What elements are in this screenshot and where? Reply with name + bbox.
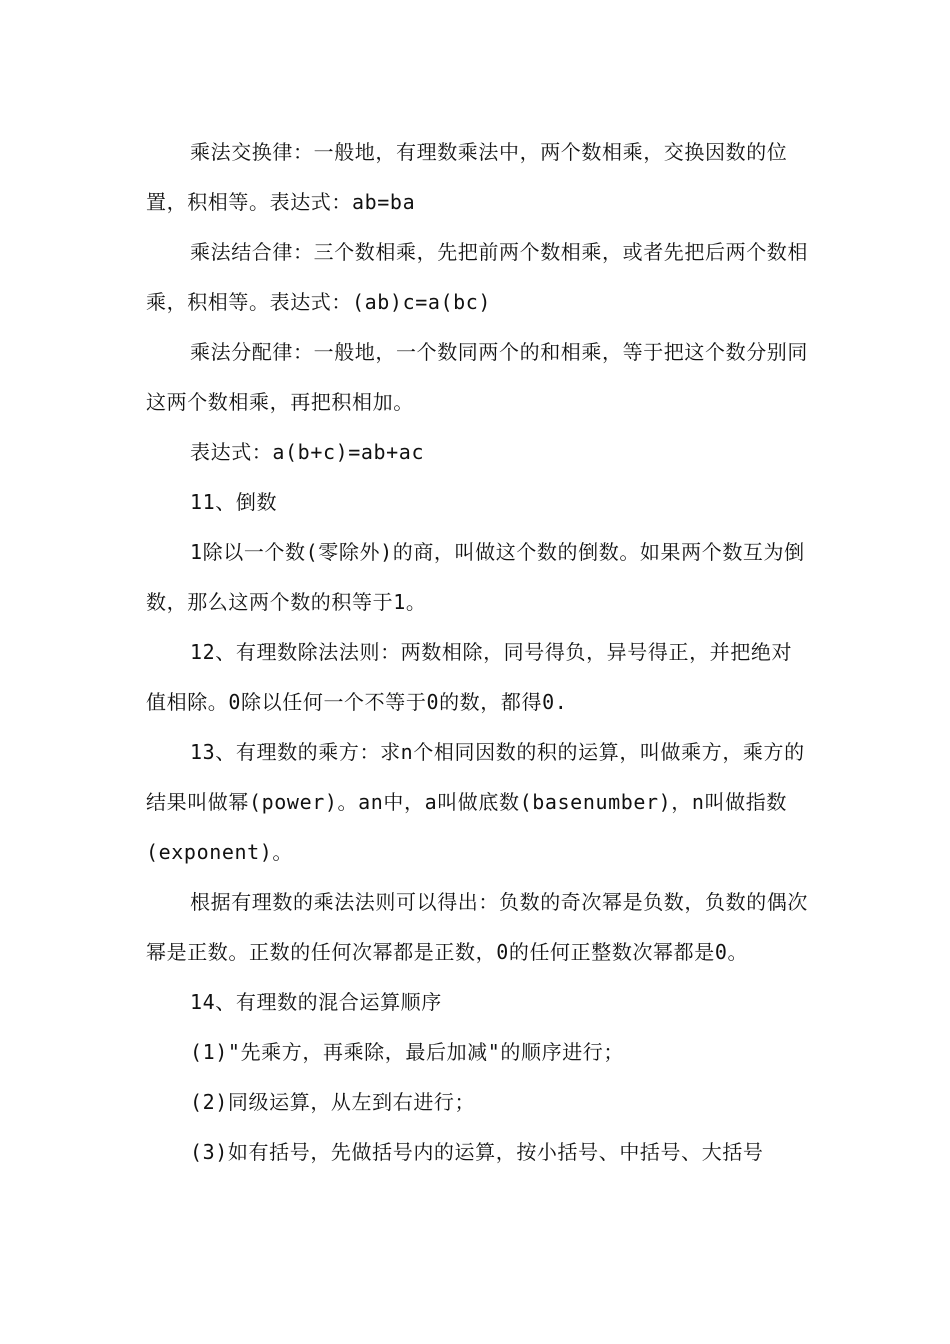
paragraph-multiplication-associative: 乘法结合律：三个数相乘，先把前两个数相乘，或者先把后两个数相乘，积相等。表达式：(ab)c=a(bc): [146, 240, 808, 314]
document-body: [146, 127, 808, 1177]
paragraph-multiplication-commutative: 乘法交换律：一般地，有理数乘法中，两个数相乘，交换因数的位置，积相等。表达式：ab=ba: [146, 140, 788, 214]
list-item-order-2: (2)同级运算，从左到右进行；: [190, 1090, 476, 1114]
paragraph-reciprocal-definition: 1除以一个数(零除外)的商，叫做这个数的倒数。如果两个数互为倒数，那么这两个数的积等于1。: [146, 540, 805, 614]
list-item-order-3: (3)如有括号，先做括号内的运算，按小括号、中括号、大括号: [190, 1140, 764, 1164]
paragraph-multiplication-distributive: 乘法分配律：一般地，一个数同两个的和相乘，等于把这个数分别同这两个数相乘，再把积相加。: [146, 340, 808, 414]
paragraph-exponentiation: 13、有理数的乘方：求n个相同因数的积的运算，叫做乘方，乘方的结果叫做幂(power)。an中，a叫做底数(basenumber)，n叫做指数(exponent)。: [146, 740, 805, 864]
heading-mixed-operation-order: 14、有理数的混合运算顺序: [190, 990, 442, 1014]
paragraph-power-sign-rule: 根据有理数的乘法法则可以得出：负数的奇次幂是负数，负数的偶次幂是正数。正数的任何次幂都是正数，0的任何正整数次幂都是0。: [146, 890, 808, 964]
heading-reciprocal: 11、倒数: [190, 490, 278, 514]
paragraph-distributive-expression: 表达式：a(b+c)=ab+ac: [190, 440, 425, 464]
list-item-order-1: (1)"先乘方，再乘除，最后加减"的顺序进行；: [190, 1040, 625, 1064]
paragraph-division-rule: 12、有理数除法法则：两数相除，同号得负，异号得正，并把绝对值相除。0除以任何一个不等于0的数，都得0.: [146, 640, 793, 714]
